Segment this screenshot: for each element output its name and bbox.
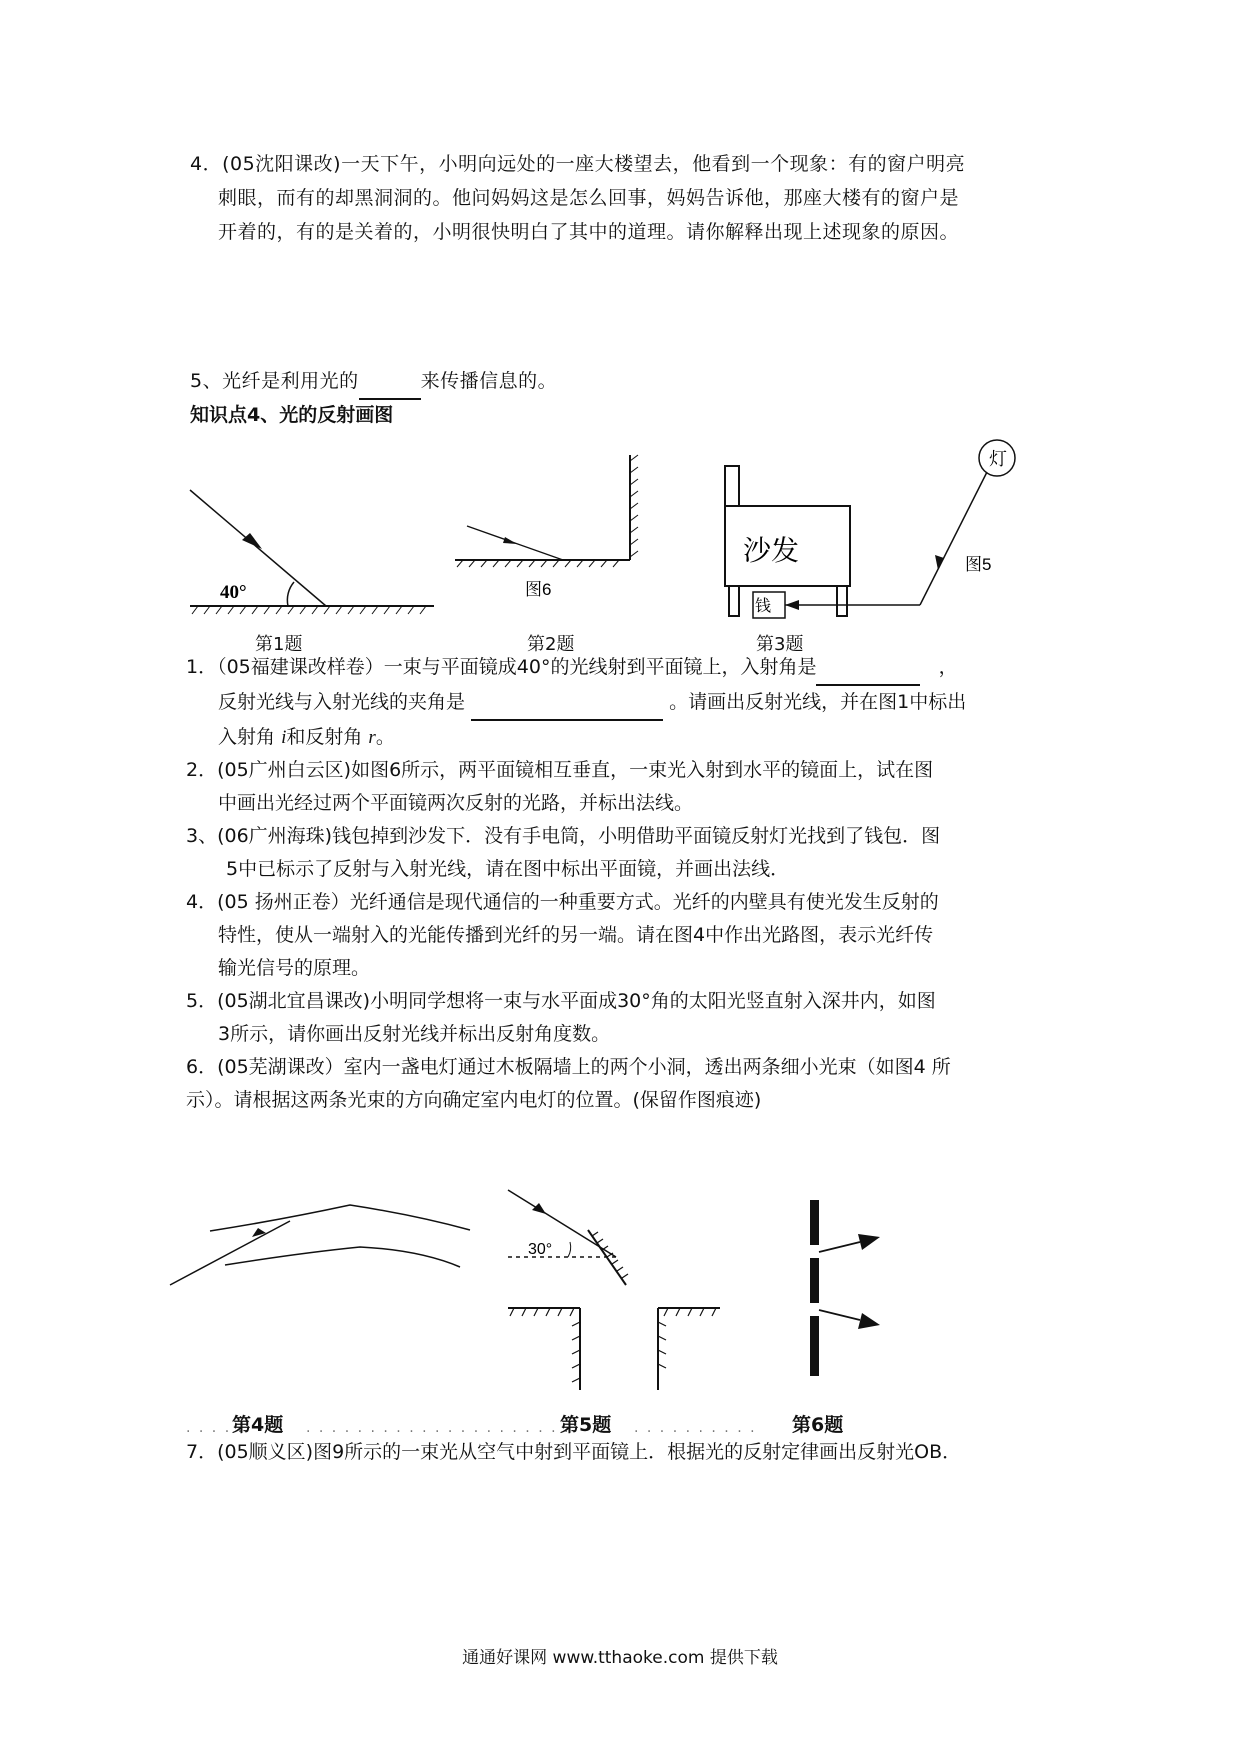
q4-line-3: 开着的，有的是关着的，小明很快明白了其中的道理。请你解释出现上述现象的原因。 [218,221,960,243]
fig3-sofa-text: 沙发 [743,535,800,566]
section-title: 知识点4、光的反射画图 [190,404,394,426]
questions-list [186,651,1066,1117]
caption-row-dots-1: . . . . . [186,1420,245,1436]
q2-line-2: 中画出光经过两个平面镜两次反射的光路，并标出法线。 [218,792,694,814]
fig1-angle-label: 40° [220,582,247,603]
fig3-lamp-text: 灯 [989,449,1007,469]
question-5-top [190,364,557,400]
q5-text-before: 5、光纤是利用光的 [190,370,359,392]
figure-4-diagram [170,1195,470,1285]
q1-line-3: 入射角 i和反射角 r。 [218,726,395,748]
q1-line-1: 1．（05福建课改样卷）一束与平面镜成40°的光线射到平面镜上，入射角是 ， [186,651,1066,686]
q4-line-2: 特性，使从一端射入的光能传播到光纤的另一端。请在图4中作出光路图，表示光纤传 [218,924,934,946]
caption-row-dots-3: . . . . . . . . . . [634,1420,757,1436]
q2-line-1: 2．(05广州白云区)如图6所示，两平面镜相互垂直，一束光入射到水平的镜面上，试在图 [186,759,934,781]
caption-q1: 第1题 [255,634,303,655]
footer-text: 通通好课网 www.tthaoke.com 提供下载 [462,1648,778,1668]
caption-q5: 第5题 [560,1414,612,1436]
q6-line-2: 示）。请根据这两条光束的方向确定室内电灯的位置。(保留作图痕迹) [186,1089,762,1111]
q3-line-1: 3、(06广州海珠)钱包掉到沙发下．没有手电筒，小明借助平面镜反射灯光找到了钱包．图 [186,825,941,847]
fig3-label: 图5 [965,555,992,574]
q5-line-2: 3所示，请你画出反射光线并标出反射角度数。 [218,1023,611,1045]
caption-q4: 第4题 [232,1414,284,1436]
caption-q3: 第3题 [756,634,804,655]
caption-row-dots-2: . . . . . . . . . . . . . . . . . . . . . [306,1420,571,1436]
caption-q6: 第6题 [792,1414,844,1436]
q4-line-1: 4．(05沈阳课改)一天下午，小明向远处的一座大楼望去，他看到一个现象：有的窗户明亮 [190,153,966,175]
figure-3-diagram [725,440,1045,620]
figure-5-diagram [508,1190,748,1400]
q4-line-3: 输光信号的原理。 [218,957,371,979]
q5-answer-blank [359,364,421,400]
q6-line-1: 6．(05芜湖课改）室内一盏电灯通过木板隔墙上的两个小洞，透出两条细小光束（如图4 所 [186,1056,951,1078]
question-7: 7．(05顺义区)图9所示的一束光从空气中射到平面镜上．根据光的反射定律画出反射光OB． [186,1441,962,1463]
q5-line-1: 5．(05湖北宜昌课改)小明同学想将一束与水平面成30°角的太阳光竖直射入深井内，如图 [186,990,936,1012]
caption-q2: 第2题 [527,634,575,655]
fig3-wallet-text: 钱 [755,598,772,615]
figure-1-diagram [190,490,450,620]
fig2-label: 图6 [525,580,552,599]
q3-line-2: 5中已标示了反射与入射光线，请在图中标出平面镜，并画出法线． [226,858,790,880]
fig5-angle-label: 30° [528,1241,553,1258]
figure-6-diagram [800,1200,900,1400]
question-4-top [190,147,965,249]
q1-line-2: 反射光线与入射光线的夹角是 。请画出反射光线，并在图1中标出 [186,686,1066,721]
q4-line-1: 4．(05 扬州正卷）光纤通信是现代通信的一种重要方式。光纤的内壁具有使光发生反射的 [186,891,939,913]
figure-2-diagram [455,455,655,599]
q5-text-after: 来传播信息的。 [420,370,558,392]
q4-line-2: 刺眼，而有的却黑洞洞的。他问妈妈这是怎么回事，妈妈告诉他，那座大楼有的窗户是 [218,187,960,209]
